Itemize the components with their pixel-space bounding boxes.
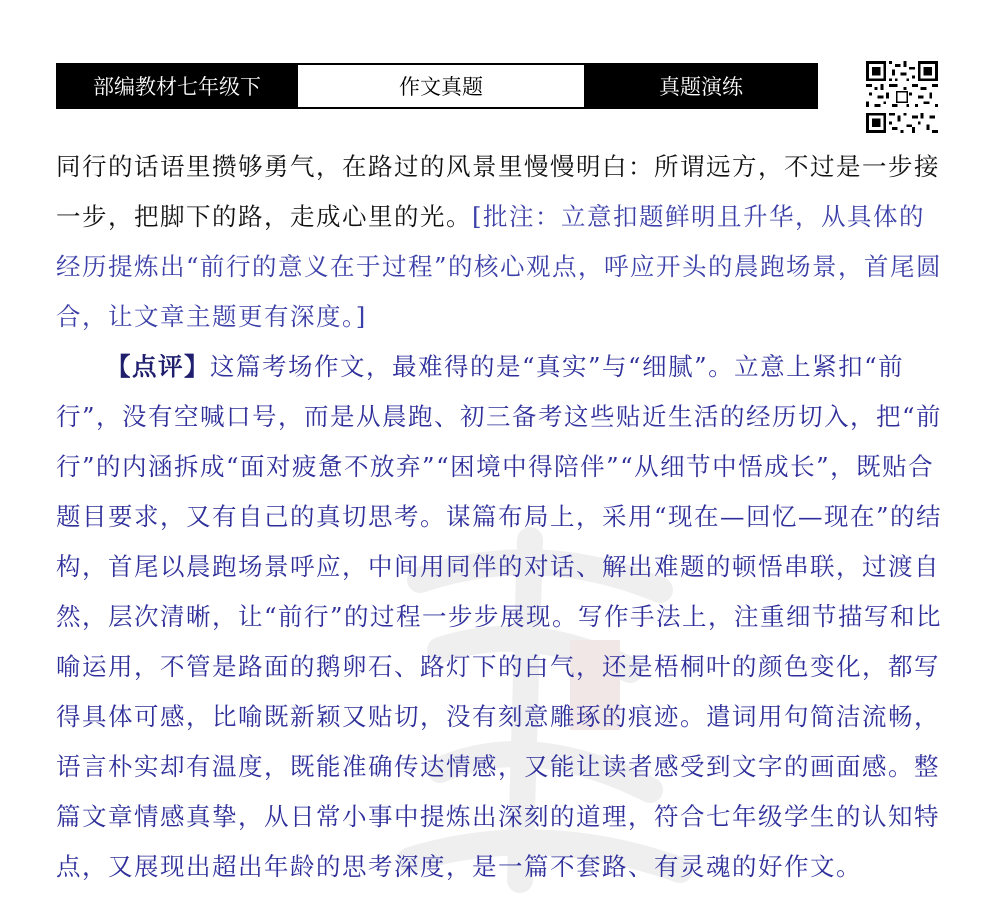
annotation-text: [批注：立意扣题鲜明且升华，从具体的经历提炼出“前行的意义在于过程”的核心观点，呼应开头的晨跑场景，首尾圆合，让文章主题更有深度。] [56, 202, 943, 331]
grade-label: 部编教材七年级下 [58, 65, 296, 107]
header-bar [56, 63, 818, 109]
document-body [56, 142, 946, 892]
review-paragraph [56, 342, 946, 892]
essay-text: 同行的话语里攒够勇气，在路过的风景里慢慢明白：所谓远方，不过是一步接一步，把脚下的路，走成心里的光。 [56, 152, 940, 231]
qr-code-icon [866, 61, 938, 133]
practice-label: 真题演练 [586, 65, 816, 107]
essay-paragraph [56, 142, 946, 342]
review-label: 【点评】 [106, 352, 210, 381]
section-title: 作文真题 [296, 65, 586, 107]
review-text: 这篇考场作文，最难得的是“真实”与“细腻”。立意上紧扣“前行”，没有空喊口号，而是从晨跑、初三备考这些贴近生活的经历切入，把“前行”的内涵拆成“面对疲惫不放弃”“困境中得陪伴”“从细节中悟成长”，既贴合题目要求，又有自己的真切思考。谋篇布局上，采用“现在—回忆—现在”的结构，首尾以晨跑场景呼应，中间用同伴的对话、解出难题的顿悟串联，过渡自然，层次清晰，让“前行”的过程一步步展现。写作手法上，注重细节描写和比喻运用，不管是路面的鹅卵石、路灯下的白气，还是梧桐叶的颜色变化，都写得具体可感，比喻既新颖又贴切，没有刻意雕琢的痕迹。遣词用句简洁流畅，语言朴实却有温度，既能准确传达情感，又能让读者感受到文字的画面感。整篇文章情感真挚，从日常小事中提炼出深刻的道理，符合七年级学生的认知特点，又展现出超出年龄的思考深度，是一篇不套路、有灵魂的好作文。 [56, 352, 943, 881]
